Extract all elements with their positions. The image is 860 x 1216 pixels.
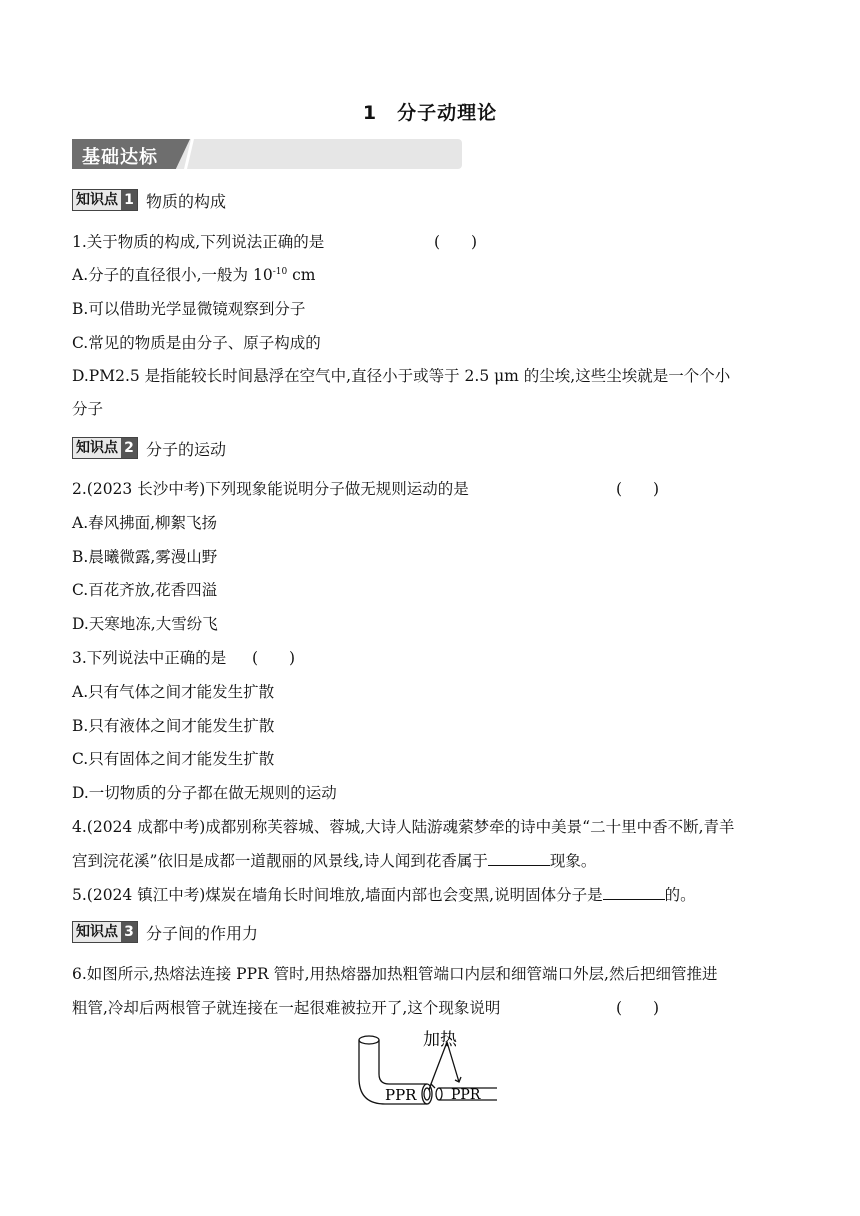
q5-text-after-blank: 的。 [664,886,696,904]
section-banner [72,139,462,169]
q2-option-d: D.天寒地冻,大雪纷飞 [72,615,218,633]
kp-badge [72,437,138,459]
knowledge-point-1 [72,188,226,212]
kp-badge-label: 知识点 [76,924,118,940]
title-number: 1 [362,102,378,124]
heat-label: 加热 [423,1030,457,1050]
knowledge-point-2 [72,436,226,460]
kp-badge-label: 知识点 [76,440,118,456]
knowledge-point-3 [72,920,258,944]
q5-text-before-blank: 5.(2024 镇江中考)煤炭在墙角长时间堆放,墙面内部也会变黑,说明固体分子是 [72,886,603,904]
q3-option-a: A.只有气体之间才能发生扩散 [72,683,275,701]
thin-pipe-end [436,1088,442,1100]
q2-option-a: A.春风拂面,柳絮飞扬 [72,514,218,532]
q4-line1: 4.(2024 成都中考)成都别称芙蓉城、蓉城,大诗人陆游魂萦梦牵的诗中美景“二十里中香不断,青羊 [72,818,735,836]
q1-a-exponent: -10 [272,266,288,277]
kp-badge [72,189,138,211]
pipe-right-label: PPR [451,1087,481,1103]
q1-answer-bracket: ( ) [434,233,478,251]
q2-answer-bracket: ( ) [616,480,660,498]
q3-option-c: C.只有固体之间才能发生扩散 [72,750,275,768]
q3-option-d: D.一切物质的分子都在做无规则的运动 [72,784,337,802]
q1-a-unit: cm [287,266,316,284]
kp-title: 分子间的作用力 [146,923,259,943]
q4-text-before-blank: 宫到浣花溪”依旧是成都一道靓丽的风景线,诗人闻到花香属于 [72,852,488,870]
q4-answer-blank[interactable] [488,851,550,866]
ppr-pipe-figure [355,1030,505,1110]
kp-badge-number: 1 [121,190,137,210]
kp-title: 物质的构成 [146,191,227,211]
q1-option-d-line2: 分子 [72,400,104,418]
kp-badge-number: 3 [121,922,137,942]
q1-option-d-line1: D.PM2.5 是指能较长时间悬浮在空气中,直径小于或等于 2.5 μm 的尘埃,这些尘埃就是一个个小 [72,367,731,385]
q1-option-b: B.可以借助光学显微镜观察到分子 [72,300,306,318]
thick-pipe-top-end [359,1036,379,1044]
q1-stem: 1.关于物质的构成,下列说法正确的是 [72,233,325,251]
kp-badge [72,921,138,943]
q5-answer-blank[interactable] [603,885,665,900]
q4-line2 [72,849,596,871]
kp-title: 分子的运动 [146,439,227,459]
q3-option-b: B.只有液体之间才能发生扩散 [72,717,275,735]
q3-answer-bracket: ( ) [252,649,296,667]
q3-stem: 3.下列说法中正确的是 [72,649,227,667]
q1-option-a [72,263,316,285]
page-title [0,98,860,125]
q1-option-c: C.常见的物质是由分子、原子构成的 [72,334,321,352]
q4-text-after-blank: 现象。 [549,852,597,870]
q6-answer-bracket: ( ) [616,999,660,1017]
kp-badge-label: 知识点 [76,192,118,208]
title-text: 分子动理论 [397,102,498,124]
q2-option-c: C.百花齐放,花香四溢 [72,581,218,599]
q1-a-text: A.分子的直径很小,一般为 10 [72,266,273,284]
q2-stem: 2.(2023 长沙中考)下列现象能说明分子做无规则运动的是 [72,480,469,498]
q6-line2: 粗管,冷却后两根管子就连接在一起很难被拉开了,这个现象说明 [72,999,501,1017]
kp-badge-number: 2 [121,438,137,458]
thick-pipe-inner [379,1040,427,1084]
q5-line [72,883,696,905]
pipe-left-label: PPR [385,1086,417,1104]
section-label: 基础达标 [82,147,158,168]
q2-option-b: B.晨曦微露,雾漫山野 [72,548,218,566]
q6-line1: 6.如图所示,热熔法连接 PPR 管时,用热熔器加热粗管端口内层和细管端口外层,然后把细管推进 [72,965,718,983]
